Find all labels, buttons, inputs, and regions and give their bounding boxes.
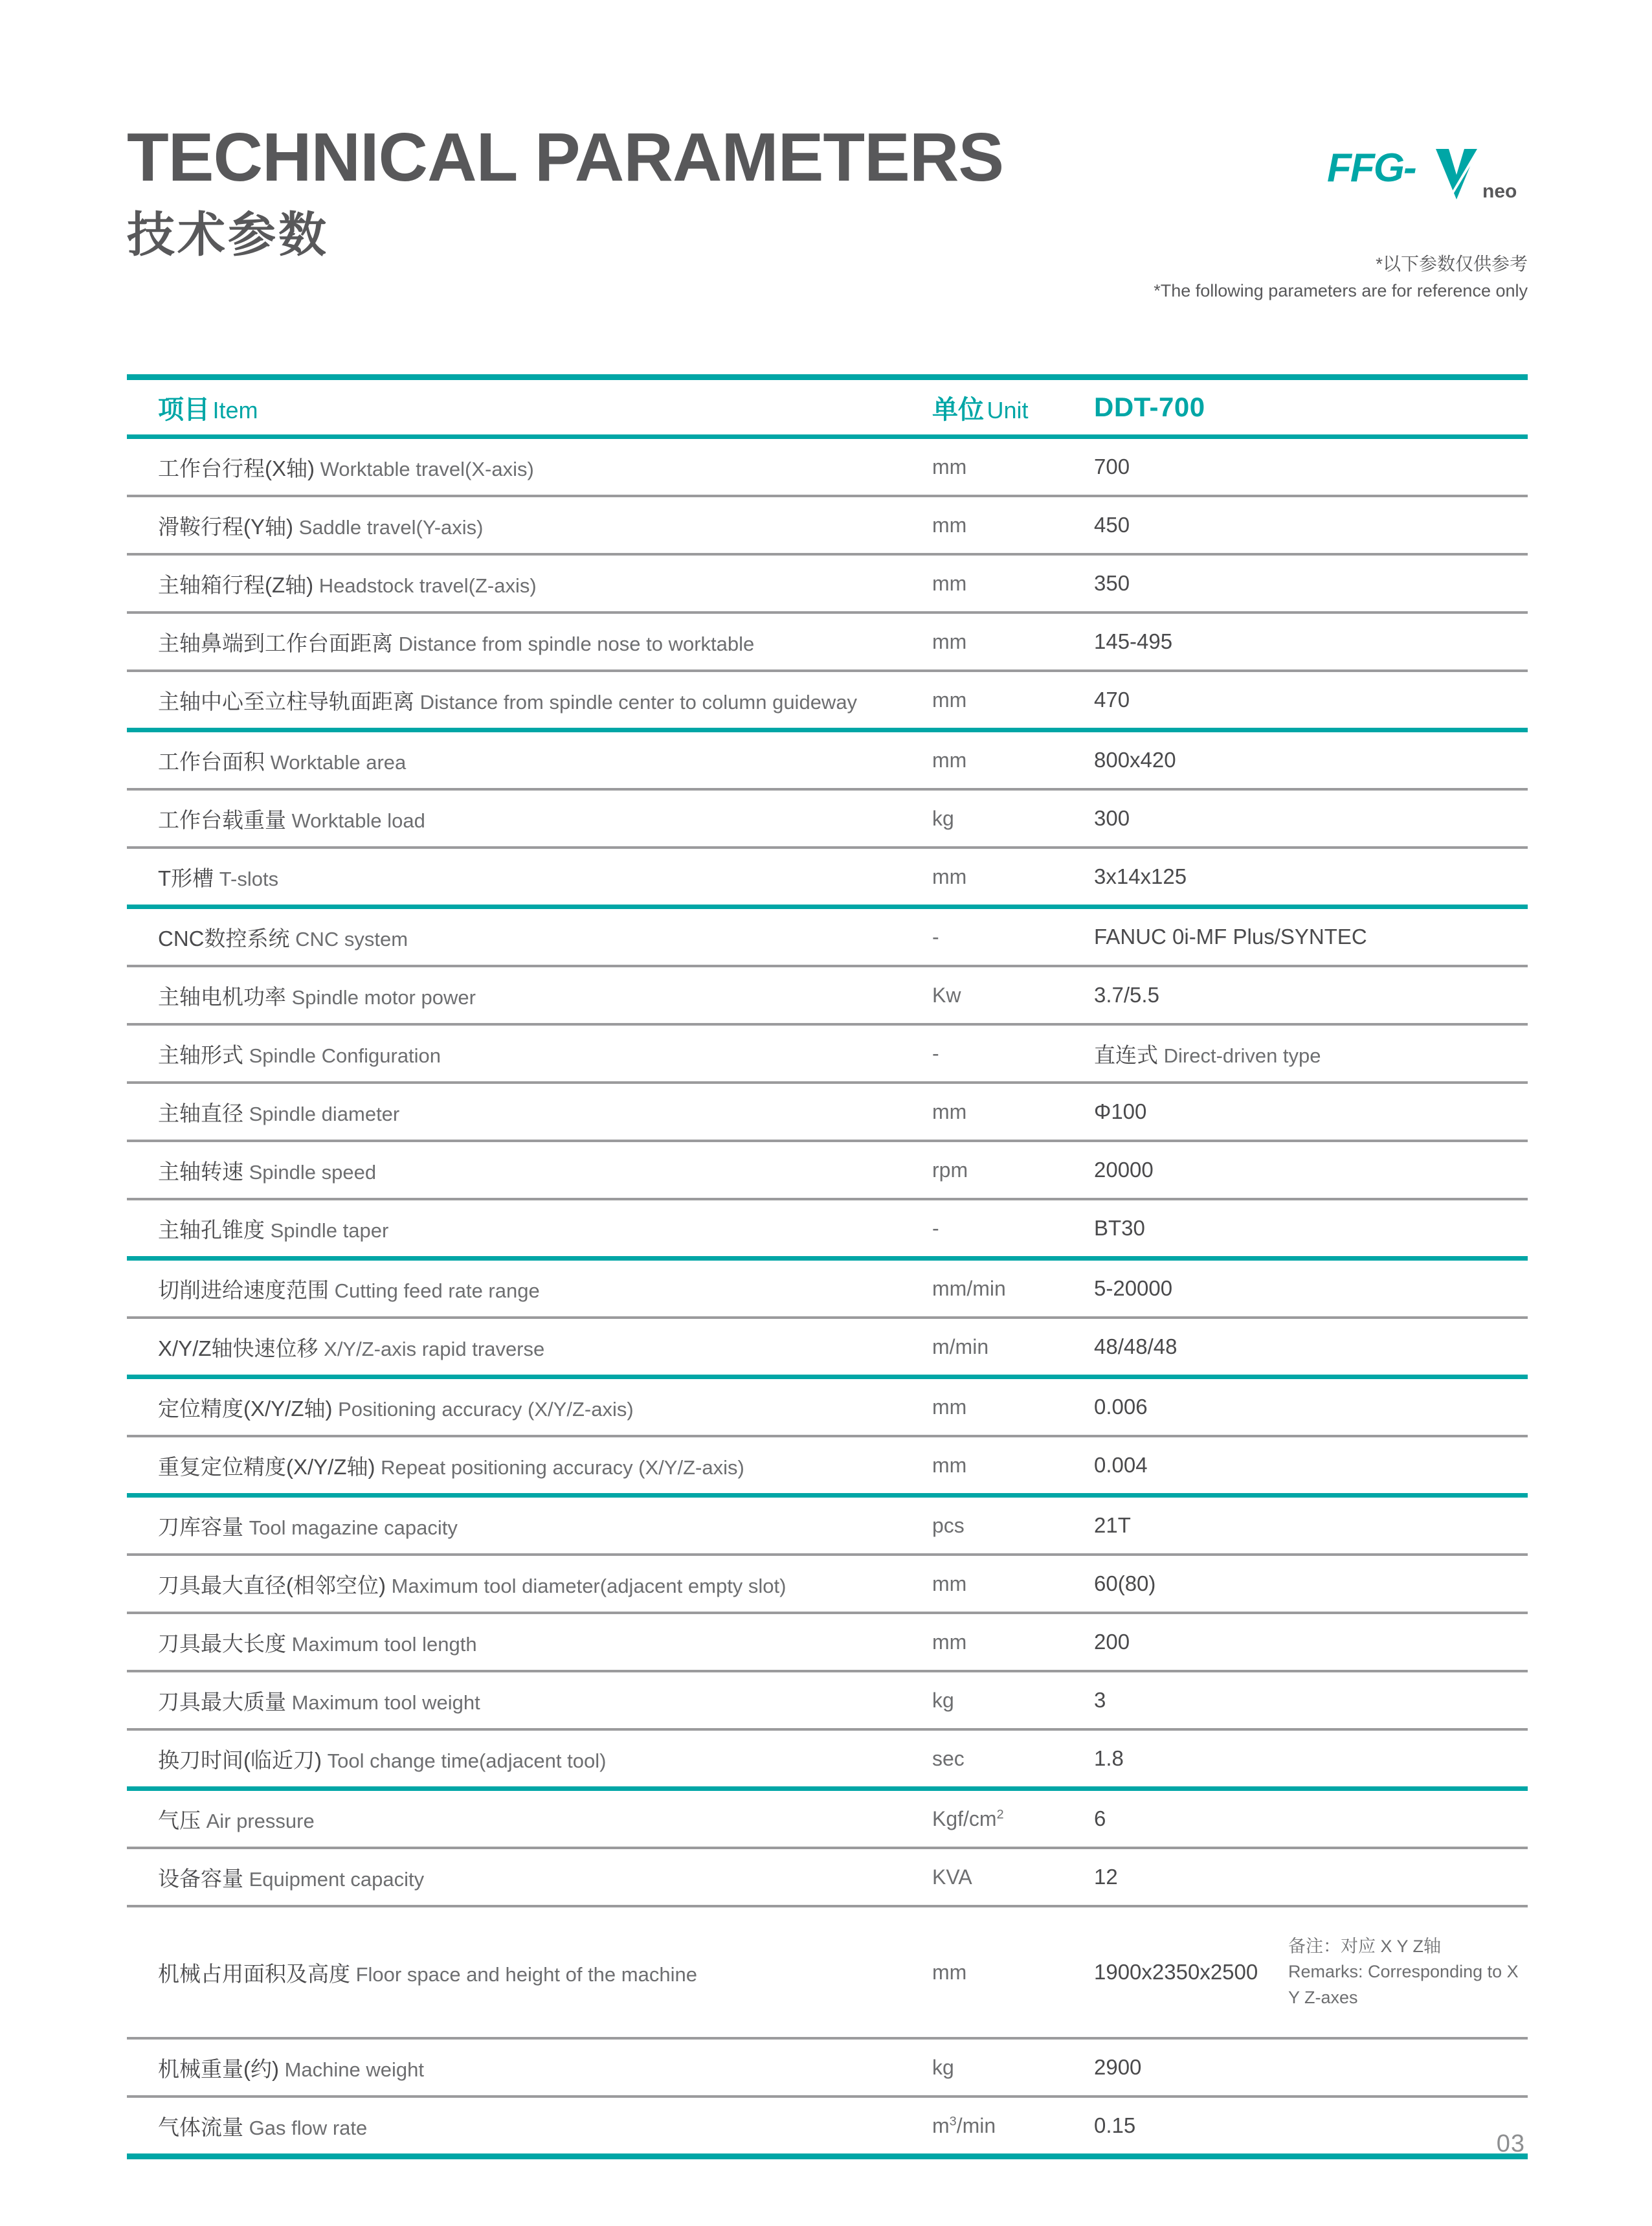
table-top-rule — [127, 374, 1528, 380]
table-row — [127, 2098, 1528, 2153]
cell-unit — [932, 1572, 1094, 1596]
value-label: 12 — [1094, 1865, 1118, 1889]
item-label-en: Cutting feed rate range — [329, 1279, 540, 1302]
cell-unit — [932, 807, 1094, 831]
item-label-zh: 主轴箱行程(Z轴) — [158, 572, 314, 597]
cell-item — [127, 1097, 932, 1127]
page-title-en: TECHNICAL PARAMETERS — [127, 119, 1004, 196]
table-row — [127, 672, 1528, 728]
unit-label: rpm — [932, 1158, 968, 1182]
unit-label: mm — [932, 1395, 967, 1419]
item-label-zh: 气压 — [158, 1808, 201, 1832]
cell-unit — [932, 1277, 1094, 1301]
cell-value — [1094, 629, 1528, 654]
item-label-en: Tool magazine capacity — [243, 1516, 458, 1539]
cell-value — [1094, 925, 1528, 949]
ffg-v-neo-logo — [1327, 135, 1528, 206]
cell-item — [127, 2111, 932, 2141]
cell-unit — [932, 1100, 1094, 1124]
unit-label: mm — [932, 1099, 967, 1123]
unit-label: sec — [932, 1746, 965, 1770]
value-label: 6 — [1094, 1806, 1106, 1830]
item-label-en: Distance from spindle center to column guideway — [414, 690, 858, 714]
cell-value — [1094, 1099, 1528, 1124]
table-bottom-rule — [127, 2153, 1528, 2159]
cell-item — [127, 1274, 932, 1304]
cell-unit — [932, 1395, 1094, 1419]
unit-label: mm — [932, 629, 967, 653]
unit-label: kg — [932, 1688, 954, 1712]
item-label-en: Spindle taper — [265, 1219, 389, 1242]
item-label-en: Worktable travel(X-axis) — [315, 457, 534, 480]
unit-label: mm — [932, 1960, 967, 1984]
cell-unit — [932, 455, 1094, 479]
spec-table — [127, 374, 1528, 2159]
cell-unit — [932, 1158, 1094, 1182]
value-label: BT30 — [1094, 1216, 1145, 1240]
cell-value — [1094, 1688, 1528, 1713]
cell-item — [127, 1804, 932, 1834]
cell-value — [1094, 983, 1528, 1007]
value-label: 3x14x125 — [1094, 864, 1187, 888]
cell-item — [127, 627, 932, 657]
item-label-zh: 工作台行程(X轴) — [158, 456, 315, 480]
svg-text:neo: neo — [1482, 181, 1517, 202]
item-label-zh: T形槽 — [158, 866, 214, 890]
value-label: 5-20000 — [1094, 1276, 1173, 1300]
item-label-en: X/Y/Z-axis rapid traverse — [318, 1337, 545, 1360]
table-header-row — [127, 380, 1528, 434]
cell-unit — [932, 1454, 1094, 1478]
group-separator — [127, 1493, 1528, 1498]
item-label-zh: 工作台面积 — [158, 749, 265, 774]
table-row — [127, 967, 1528, 1023]
cell-value — [1094, 1039, 1528, 1069]
item-label-zh: 机械重量(约) — [158, 2056, 279, 2081]
cell-unit — [932, 1747, 1094, 1771]
unit-label: mm — [932, 864, 967, 888]
unit-label: kg — [932, 806, 954, 830]
table-row — [127, 791, 1528, 846]
unit-label: - — [932, 1216, 939, 1240]
group-separator — [127, 1786, 1528, 1791]
unit-label: mm — [932, 1453, 967, 1477]
item-label-zh: 切削进给速度范围 — [158, 1277, 329, 1302]
cell-unit — [932, 1689, 1094, 1713]
group-separator — [127, 1256, 1528, 1261]
unit-label: mm — [932, 688, 967, 712]
cell-item — [127, 510, 932, 541]
table-row — [127, 849, 1528, 905]
item-label-zh: 设备容量 — [158, 1866, 243, 1891]
table-row — [127, 497, 1528, 553]
unit-label: KVA — [932, 1865, 972, 1889]
table-row — [127, 732, 1528, 788]
unit-label: mm — [932, 1630, 967, 1654]
value-zh: 直连式 — [1094, 1042, 1158, 1067]
unit-label: mm — [932, 455, 967, 478]
item-label-zh: 机械占用面积及高度 — [158, 1961, 350, 1986]
item-label-zh: 主轴鼻端到工作台面距离 — [158, 631, 393, 655]
cell-item — [127, 1627, 932, 1658]
table-row — [127, 1849, 1528, 1905]
value-label: 145-495 — [1094, 629, 1173, 653]
cell-item — [127, 1450, 932, 1481]
unit-label: kg — [932, 2055, 954, 2079]
value-label: 200 — [1094, 1630, 1130, 1654]
cell-item — [127, 922, 932, 952]
item-label-en: Spindle motor power — [286, 985, 476, 1009]
cell-value — [1094, 1571, 1528, 1596]
item-label-zh: 刀库容量 — [158, 1514, 243, 1539]
item-label-en: Tool change time(adjacent tool) — [321, 1749, 607, 1772]
item-label-zh: 刀具最大长度 — [158, 1631, 286, 1656]
cell-item — [127, 1862, 932, 1893]
cell-value — [1094, 1806, 1528, 1831]
cell-value — [1094, 1334, 1528, 1359]
cell-value — [1094, 806, 1528, 831]
value-label: Φ100 — [1094, 1099, 1147, 1123]
table-row — [127, 1084, 1528, 1140]
column-header-unit-zh: 单位 — [932, 395, 984, 424]
reference-note-en: *The following parameters are for reference only — [1154, 281, 1528, 301]
cell-item — [127, 1213, 932, 1244]
item-label-en: Spindle diameter — [243, 1102, 400, 1125]
table-body — [127, 434, 1528, 2159]
value-label: 60(80) — [1094, 1571, 1156, 1595]
group-separator — [127, 905, 1528, 909]
cell-item — [127, 1039, 932, 1069]
cell-unit — [932, 1630, 1094, 1654]
item-label-en: Equipment capacity — [243, 1867, 425, 1891]
cell-value — [1094, 1276, 1528, 1301]
value-label: 0.006 — [1094, 1395, 1148, 1419]
header-notes — [1154, 250, 1528, 305]
table-row — [127, 1200, 1528, 1256]
value-label: 2900 — [1094, 2055, 1142, 2079]
value-label: 0.15 — [1094, 2113, 1136, 2137]
table-row — [127, 556, 1528, 611]
unit-label: - — [932, 925, 939, 949]
cell-unit — [932, 748, 1094, 772]
remark-en: Remarks: Corresponding to X Y Z-axes — [1288, 1962, 1519, 2007]
cell-item — [127, 862, 932, 892]
item-label-en: Headstock travel(Z-axis) — [313, 574, 537, 597]
group-separator — [127, 728, 1528, 732]
value-label: 3 — [1094, 1688, 1106, 1712]
item-label-zh: 刀具最大质量 — [158, 1689, 286, 1714]
item-label-en: Worktable area — [265, 750, 407, 774]
cell-remark — [1288, 1934, 1528, 2010]
item-label-zh: CNC数控系统 — [158, 926, 290, 950]
value-label: 1900x2350x2500 — [1094, 1960, 1258, 1984]
cell-item — [127, 452, 932, 482]
value-label: 300 — [1094, 806, 1130, 830]
unit-label: mm/min — [932, 1276, 1006, 1300]
table-row — [127, 1142, 1528, 1198]
item-label-zh: 主轴孔锥度 — [158, 1217, 265, 1242]
cell-value — [1094, 1630, 1528, 1654]
item-label-zh: X/Y/Z轴快速位移 — [158, 1336, 318, 1360]
item-label-en: Machine weight — [278, 2058, 424, 2081]
cell-unit — [932, 984, 1094, 1007]
unit-label: mm — [932, 513, 967, 537]
column-header-unit — [932, 389, 1094, 426]
value-label: 350 — [1094, 571, 1130, 595]
item-label-en: Air pressure — [201, 1809, 315, 1832]
item-label-en: Saddle travel(Y-axis) — [293, 515, 484, 539]
reference-note-zh: *以下参数仅供参考 — [1376, 254, 1528, 274]
cell-unit — [932, 688, 1094, 712]
table-row — [127, 1319, 1528, 1375]
header-bottom-rule — [127, 434, 1528, 439]
column-header-item — [127, 389, 932, 426]
cell-value — [1094, 2113, 1528, 2138]
table-row — [127, 1614, 1528, 1670]
cell-unit — [932, 1807, 1094, 1831]
column-header-unit-en: Unit — [987, 396, 1029, 423]
cell-item — [127, 1957, 932, 1988]
table-row — [127, 1437, 1528, 1493]
cell-unit — [932, 1865, 1094, 1889]
table-row — [127, 1379, 1528, 1435]
unit-label: mm — [932, 1571, 967, 1595]
table-row — [127, 1261, 1528, 1316]
unit-label: m/min — [932, 1334, 989, 1358]
cell-value — [1094, 748, 1528, 772]
cell-value — [1094, 571, 1528, 596]
item-label-en: Distance from spindle nose to worktable — [393, 632, 755, 655]
remark-zh: 备注：对应 X Y Z轴 — [1288, 1937, 1442, 1957]
item-label-en: Floor space and height of the machine — [350, 1962, 697, 1986]
column-header-item-en: Item — [212, 396, 258, 423]
page-number: 03 — [1496, 2130, 1525, 2157]
column-header-model-label: DDT-700 — [1094, 392, 1205, 422]
item-label-en: Maximum tool diameter(adjacent empty slot) — [385, 1574, 787, 1597]
value-label: 20000 — [1094, 1158, 1154, 1182]
item-label-zh: 主轴电机功率 — [158, 984, 286, 1009]
cell-item — [127, 1744, 932, 1774]
unit-label: mm — [932, 748, 967, 772]
value-label: 48/48/48 — [1094, 1334, 1178, 1358]
cell-value — [1094, 1216, 1528, 1241]
unit-label: pcs — [932, 1513, 965, 1537]
cell-item — [127, 1155, 932, 1186]
cell-value — [1094, 1513, 1528, 1538]
item-label-zh: 工作台载重量 — [158, 807, 286, 832]
cell-value — [1094, 864, 1528, 889]
table-row — [127, 614, 1528, 669]
cell-unit — [932, 513, 1094, 537]
cell-unit — [932, 2114, 1094, 2138]
cell-item — [127, 1392, 932, 1422]
unit-label: - — [932, 1041, 939, 1065]
cell-value — [1094, 513, 1528, 537]
value-label: FANUC 0i-MF Plus/SYNTEC — [1094, 925, 1367, 949]
cell-value — [1094, 1746, 1528, 1771]
cell-value — [1094, 1960, 1288, 1984]
unit-label: mm — [932, 571, 967, 595]
cell-unit — [932, 1961, 1094, 1984]
column-header-model — [1094, 392, 1528, 423]
item-label-zh: 主轴转速 — [158, 1159, 243, 1184]
item-label-zh: 主轴直径 — [158, 1101, 243, 1125]
cell-unit — [932, 1217, 1094, 1241]
cell-item — [127, 568, 932, 599]
cell-unit — [932, 925, 1094, 949]
item-label-en: Maximum tool weight — [286, 1691, 480, 1714]
table-row — [127, 909, 1528, 965]
value-label: 450 — [1094, 513, 1130, 537]
unit-label: Kw — [932, 983, 961, 1007]
unit-label: $m^3/\min$ — [932, 2113, 996, 2137]
value-en: Direct-driven type — [1158, 1044, 1321, 1067]
table-row — [127, 1907, 1528, 2037]
cell-item — [127, 745, 932, 776]
cell-value — [1094, 1158, 1528, 1182]
item-label-en: CNC system — [289, 927, 408, 950]
item-label-zh: 重复定位精度(X/Y/Z轴) — [158, 1454, 375, 1479]
cell-value — [1094, 455, 1528, 479]
cell-unit — [932, 630, 1094, 654]
column-header-item-zh: 项目 — [158, 395, 210, 424]
item-label-en: Maximum tool length — [286, 1632, 477, 1656]
item-label-zh: 气体流量 — [158, 2115, 243, 2139]
table-row — [127, 1026, 1528, 1081]
cell-item — [127, 1569, 932, 1599]
cell-item — [127, 804, 932, 834]
cell-unit — [932, 2056, 1094, 2080]
item-label-zh: 主轴中心至立柱导轨面距离 — [158, 689, 414, 714]
value-label: 700 — [1094, 455, 1130, 478]
cell-item — [127, 980, 932, 1011]
item-label-zh: 刀具最大直径(相邻空位) — [158, 1573, 386, 1597]
item-label-en: Positioning accuracy (X/Y/Z-axis) — [332, 1397, 634, 1421]
item-label-en: Repeat positioning accuracy (X/Y/Z-axis) — [375, 1456, 744, 1479]
cell-unit — [932, 1514, 1094, 1538]
table-row — [127, 1672, 1528, 1728]
value-label: 0.004 — [1094, 1453, 1148, 1477]
cell-value — [1094, 2055, 1528, 2080]
table-row — [127, 1498, 1528, 1553]
page-title-zh: 技术参数 — [127, 208, 329, 262]
table-row — [127, 439, 1528, 495]
cell-item — [127, 685, 932, 715]
table-row — [127, 2040, 1528, 2095]
cell-item — [127, 1685, 932, 1716]
item-label-en: Spindle Configuration — [243, 1044, 441, 1067]
group-separator — [127, 1375, 1528, 1379]
item-label-en: Gas flow rate — [243, 2116, 368, 2139]
cell-unit — [932, 1042, 1094, 1066]
cell-item — [127, 1332, 932, 1362]
table-row — [127, 1731, 1528, 1786]
svg-text:FFG-: FFG- — [1327, 146, 1416, 190]
value-label: 1.8 — [1094, 1746, 1124, 1770]
item-label-zh: 主轴形式 — [158, 1042, 243, 1067]
item-label-en: Worktable load — [286, 809, 425, 832]
page-header — [127, 119, 1528, 337]
cell-unit — [932, 572, 1094, 596]
value-label: 21T — [1094, 1513, 1131, 1537]
item-label-zh: 换刀时间(临近刀) — [158, 1748, 322, 1772]
value-label: 3.7/5.5 — [1094, 983, 1159, 1007]
item-label-en: Spindle speed — [243, 1160, 377, 1184]
cell-value — [1094, 688, 1528, 712]
cell-value — [1094, 1865, 1528, 1889]
table-row — [127, 1556, 1528, 1612]
cell-value — [1094, 1395, 1528, 1419]
item-label-en: T-slots — [214, 867, 279, 890]
unit-label: Kgf/$cm^2$ — [932, 1806, 1004, 1830]
value-label: 800x420 — [1094, 748, 1176, 772]
cell-item — [127, 2052, 932, 2083]
table-row — [127, 1791, 1528, 1847]
cell-unit — [932, 1335, 1094, 1359]
cell-item — [127, 1511, 932, 1541]
item-label-zh: 滑鞍行程(Y轴) — [158, 514, 293, 539]
cell-value — [1094, 1453, 1528, 1478]
value-label: 470 — [1094, 688, 1130, 712]
item-label-zh: 定位精度(X/Y/Z轴) — [158, 1396, 333, 1421]
cell-unit — [932, 865, 1094, 889]
